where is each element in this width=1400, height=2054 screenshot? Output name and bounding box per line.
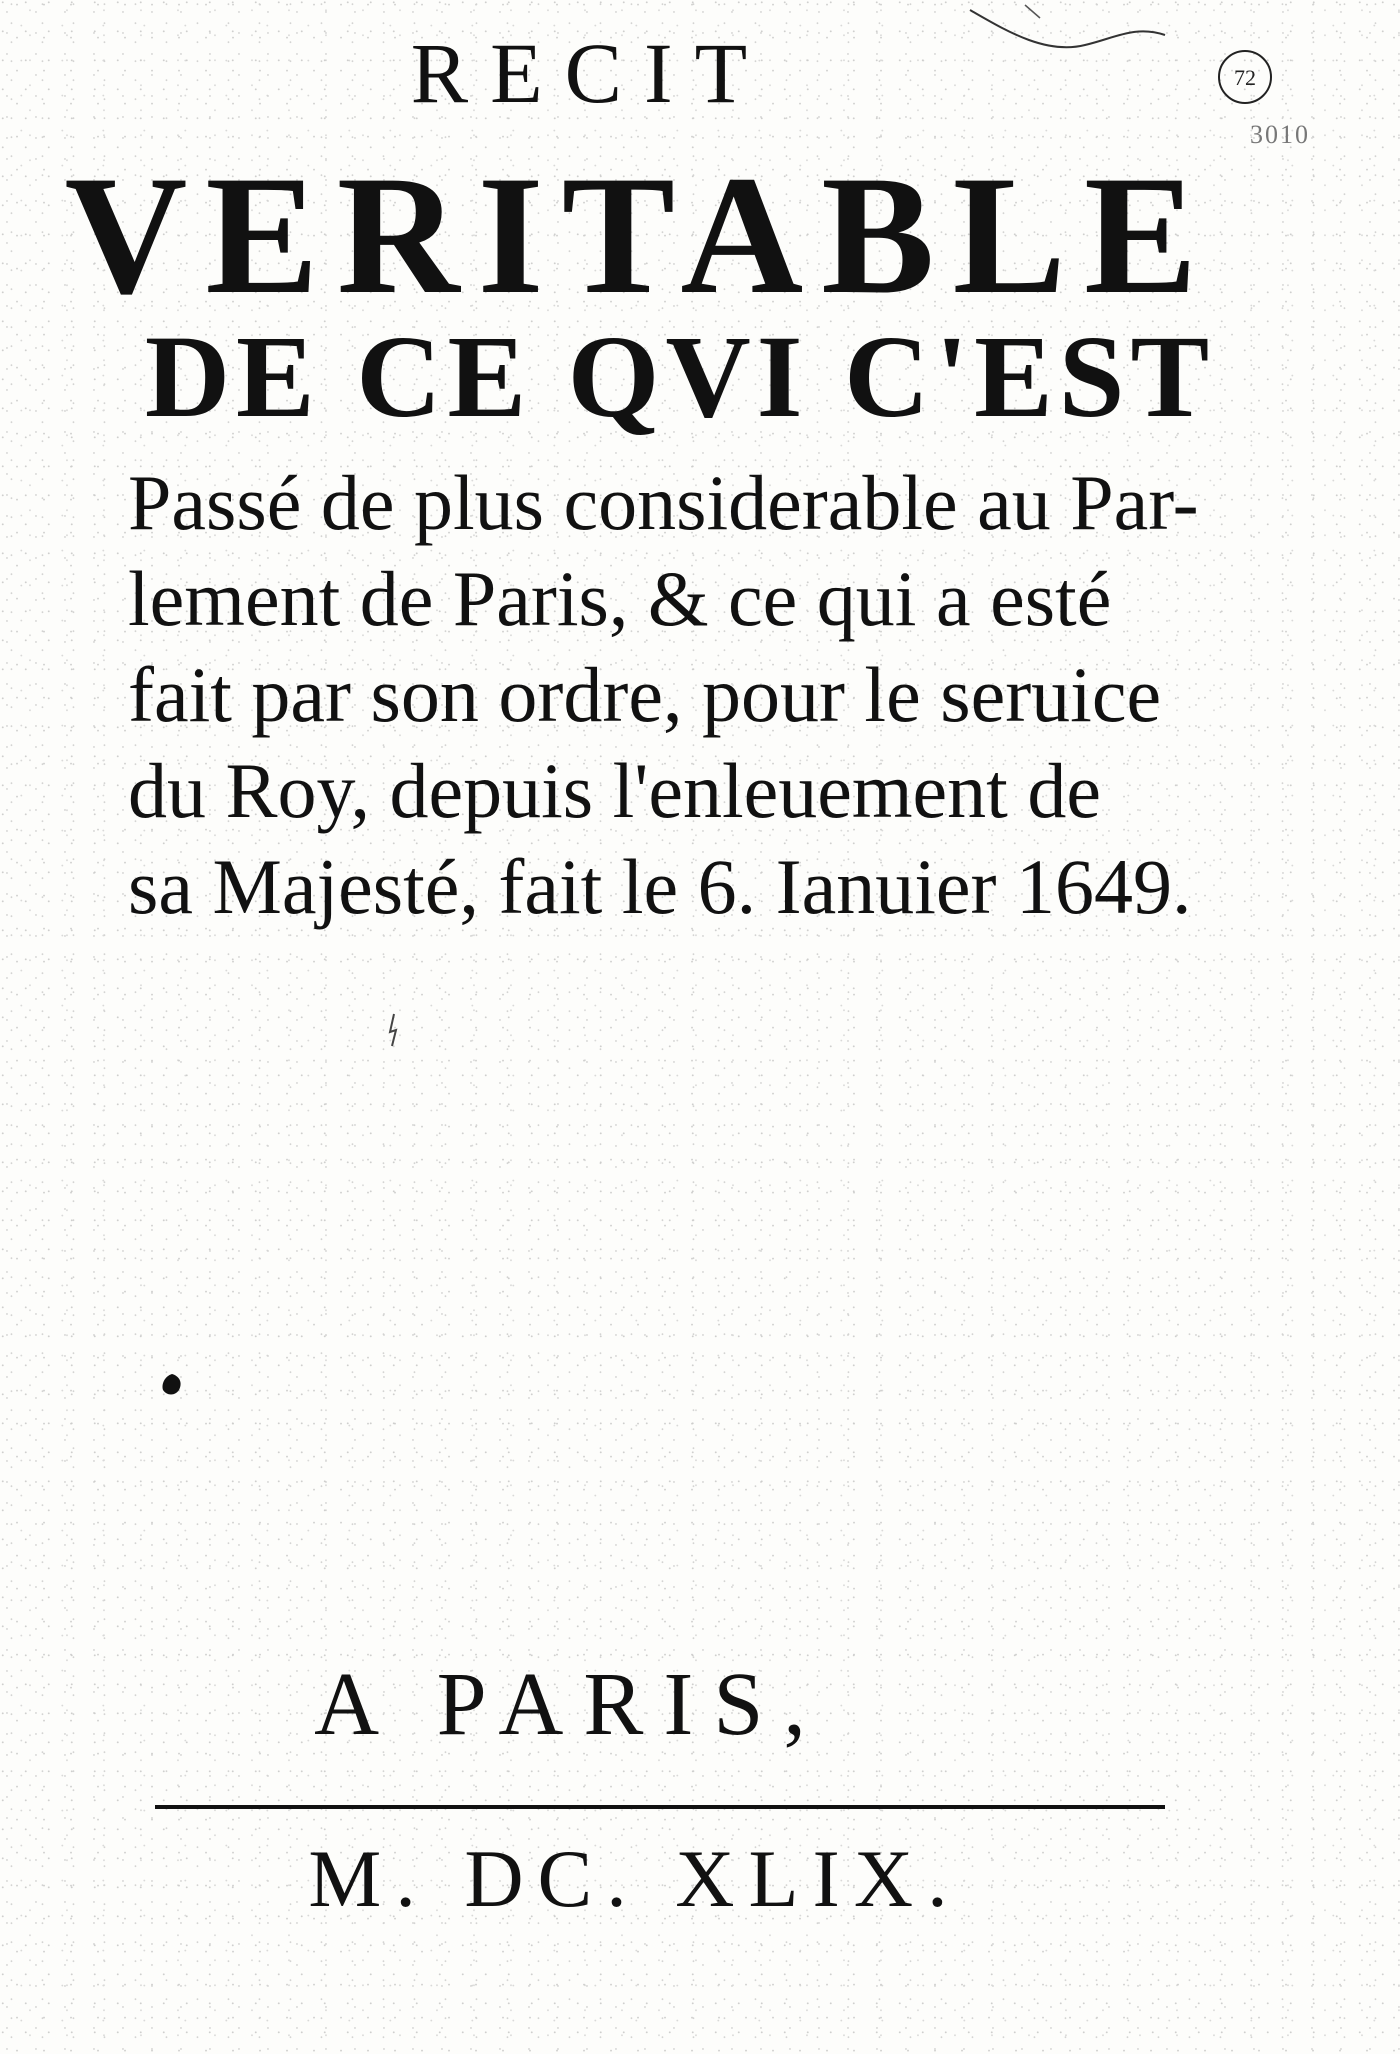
subtitle-line-4: du Roy, depuis l'enleuement de bbox=[128, 747, 1101, 834]
library-stamp bbox=[1218, 50, 1272, 104]
stamp-number: 72 bbox=[1234, 65, 1256, 90]
title-line-recit: RECIT bbox=[410, 25, 770, 121]
subtitle-line-2: lement de Paris, & ce qui a esté bbox=[128, 555, 1112, 642]
imprint-place: A PARIS, bbox=[314, 1655, 826, 1754]
subtitle-line-1: Passé de plus considerable au Par- bbox=[128, 459, 1199, 546]
subtitle-paragraph bbox=[128, 455, 1238, 935]
ink-blot bbox=[157, 1370, 187, 1400]
subtitle-line-3: fait par son ordre, pour le seruice bbox=[128, 651, 1162, 738]
subtitle-line-5: sa Majesté, fait le 6. Ianuier 1649. bbox=[128, 843, 1192, 930]
title-line-veritable: VERITABLE bbox=[64, 141, 1216, 329]
ink-fleck bbox=[382, 1012, 406, 1048]
shelfmark: 3010 bbox=[1250, 120, 1310, 149]
horizontal-rule bbox=[155, 1805, 1165, 1809]
title-line-dece: DE CE QVI C'EST bbox=[144, 311, 1216, 442]
imprint-date: M. DC. XLIX. bbox=[308, 1833, 962, 1924]
